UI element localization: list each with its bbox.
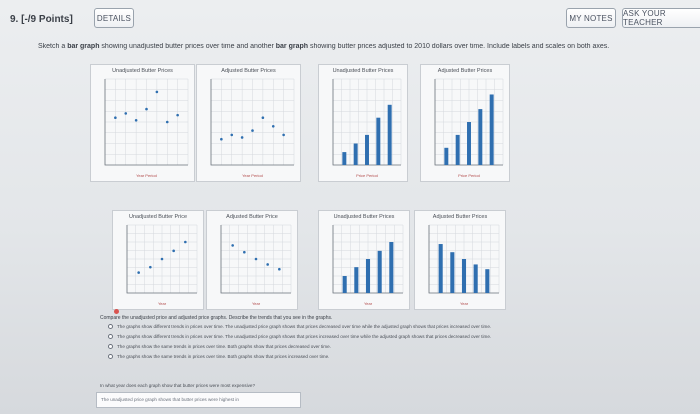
instruction-middle: showing unadjusted butter prices over time and another xyxy=(99,43,276,50)
x-axis-label: Year xyxy=(251,301,261,306)
point xyxy=(243,251,246,254)
graph-option-2[interactable] xyxy=(196,64,301,182)
point xyxy=(161,258,164,261)
bar xyxy=(388,105,392,165)
bar xyxy=(467,122,471,165)
point xyxy=(114,116,117,119)
radio-button[interactable] xyxy=(108,324,113,329)
bar xyxy=(389,242,393,293)
graph-title: Unadjusted Butter Prices xyxy=(112,68,173,74)
radio-button[interactable] xyxy=(108,344,113,349)
point xyxy=(255,258,258,261)
radio-option-2[interactable] xyxy=(108,334,491,339)
point xyxy=(220,138,223,141)
graph-option-6[interactable] xyxy=(206,210,298,310)
point xyxy=(266,263,269,266)
graph-option-5[interactable] xyxy=(112,210,204,310)
graph-plot xyxy=(421,65,509,181)
bar xyxy=(439,244,443,293)
bar xyxy=(376,118,380,165)
graph-plot xyxy=(319,211,409,309)
radio-button[interactable] xyxy=(108,334,113,339)
details-button[interactable]: DETAILS xyxy=(94,8,134,28)
x-axis-label: Year Period xyxy=(136,173,157,178)
graph-title: Unadjusted Butter Prices xyxy=(332,68,394,74)
point xyxy=(184,241,187,244)
radio-option-3[interactable] xyxy=(108,344,331,349)
graph-title: Adjusted Butter Prices xyxy=(221,68,276,74)
bar xyxy=(456,135,460,165)
radio-option-label: The graphs show the same trends in prices over time. Both graphs show that prices decreased over time. xyxy=(117,344,331,349)
graph-option-7[interactable] xyxy=(318,210,410,310)
question-header xyxy=(0,0,700,38)
instruction-bold-1: bar graph xyxy=(67,43,100,50)
radio-option-label: The graphs show different trends in prices over time. The unadjusted price graph shows that prices increased over time while the adjusted graph shows that prices decreased over time. xyxy=(117,334,492,339)
point xyxy=(241,136,244,139)
instruction-bold-2: bar graph xyxy=(275,43,309,50)
graph-option-4[interactable] xyxy=(420,64,510,182)
ask-teacher-button[interactable]: ASK YOUR TEACHER xyxy=(622,8,700,28)
point xyxy=(231,244,234,247)
bar xyxy=(354,144,358,166)
point xyxy=(137,271,140,274)
bar xyxy=(462,259,466,293)
radio-button[interactable] xyxy=(108,354,113,359)
point xyxy=(166,121,169,124)
x-axis-label: Price Period xyxy=(356,173,378,178)
bar xyxy=(365,135,369,165)
trend-question-prompt: Compare the unadjusted price and adjusted price graphs. Describe the trends that you see in the graphs. xyxy=(100,315,333,321)
radio-option-label: The graphs show different trends in prices over time. The unadjusted price graph shows that prices decreased over time while the adjusted graph shows that prices increased over time. xyxy=(117,324,492,329)
graph-plot xyxy=(91,65,194,181)
x-axis-label: Year xyxy=(363,301,373,306)
question-number: 9. [-/9 Points] xyxy=(10,14,73,25)
x-axis-label: Year xyxy=(459,301,469,306)
graph-title: Unadjusted Butter Price xyxy=(128,214,188,220)
point xyxy=(156,91,159,94)
graph-plot xyxy=(197,65,300,181)
x-axis-label: Year Period xyxy=(242,173,263,178)
radio-option-1[interactable] xyxy=(108,324,491,329)
point xyxy=(230,134,233,137)
bar xyxy=(490,94,494,165)
bar xyxy=(366,259,370,293)
question-instruction xyxy=(38,43,698,50)
bar xyxy=(378,251,382,293)
x-axis-label: Price Period xyxy=(458,173,480,178)
radio-option-label: The graphs show the same trends in prices over time. Both graphs show that prices increased over time. xyxy=(117,354,330,359)
graph-option-3[interactable] xyxy=(318,64,408,182)
point xyxy=(272,125,275,128)
point xyxy=(135,119,138,122)
point xyxy=(251,129,254,132)
point xyxy=(145,108,148,111)
point xyxy=(262,116,265,119)
point xyxy=(149,266,152,269)
instruction-prefix: Sketch a xyxy=(38,43,68,50)
graph-plot xyxy=(207,211,297,309)
bar xyxy=(343,276,347,293)
answer-field[interactable] xyxy=(96,392,301,408)
point xyxy=(278,268,281,271)
question-2-prompt: In what year does each graph show that butter prices were most expensive? xyxy=(100,383,255,388)
graph-title: Adjusted Butter Price xyxy=(226,214,278,220)
graph-option-8[interactable] xyxy=(414,210,506,310)
graph-plot xyxy=(415,211,505,309)
bar xyxy=(474,264,478,293)
selection-marker xyxy=(114,309,119,314)
bar xyxy=(354,267,358,293)
bar xyxy=(342,152,346,165)
answer-text: The unadjusted price graph shows that butter prices were highest in xyxy=(101,397,239,402)
radio-option-4[interactable] xyxy=(108,354,329,359)
graph-option-1[interactable] xyxy=(90,64,195,182)
my-notes-button[interactable]: MY NOTES xyxy=(566,8,616,28)
graph-title: Adjusted Butter Prices xyxy=(437,68,493,74)
point xyxy=(176,114,179,117)
graph-title: Adjusted Butter Prices xyxy=(432,214,488,220)
bar xyxy=(450,252,454,293)
bar xyxy=(444,148,448,165)
x-axis-label: Year xyxy=(157,301,167,306)
graph-title: Unadjusted Butter Prices xyxy=(333,214,395,220)
bar xyxy=(485,269,489,293)
point xyxy=(282,134,285,137)
graph-plot xyxy=(319,65,407,181)
instruction-suffix: showing butter prices adjusted to 2010 dollars over time. Include labels and scales on both axes. xyxy=(308,43,610,50)
point xyxy=(124,112,127,115)
point xyxy=(172,250,175,253)
bar xyxy=(478,109,482,165)
graph-plot xyxy=(113,211,203,309)
